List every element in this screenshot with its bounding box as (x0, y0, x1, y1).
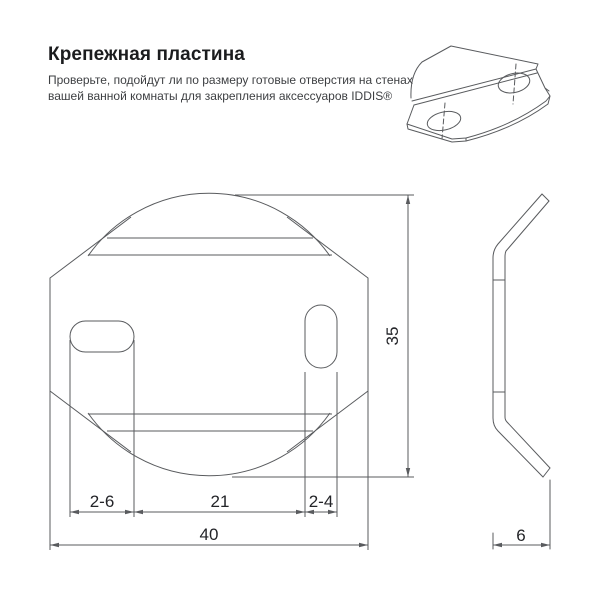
dim-label-total-width: 40 (199, 525, 219, 544)
dim-label-depth: 6 (516, 526, 526, 545)
side-view-drawing (493, 194, 550, 549)
left-slot-hole (70, 321, 134, 352)
bend-lines-top (88, 238, 332, 255)
plate-side-edges (50, 217, 368, 452)
iso-plate-face (407, 69, 550, 139)
iso-top-flap (411, 46, 538, 98)
page-subtitle-line2: вашей ванной комнаты для закрепления аксессуаров IDDIS® (48, 88, 393, 103)
isometric-view (407, 46, 550, 142)
page-title: Крепежная пластина (48, 44, 245, 65)
page-subtitle-line1: Проверьте, подойдут ли по размеру готовые отверстия на стенах (48, 73, 413, 87)
plate-bottom-arc (88, 413, 330, 476)
side-profile-inner (505, 201, 550, 468)
side-profile-edge-ticks (493, 280, 505, 392)
dim-label-total-height: 35 (383, 326, 402, 346)
dim-label-right-slot: 2-4 (308, 492, 334, 511)
bend-lines-bottom (88, 414, 332, 431)
iso-bend-lines (412, 69, 537, 105)
right-slot-hole (305, 305, 337, 368)
side-profile-end-caps (542, 194, 550, 477)
front-view-drawing (50, 193, 368, 476)
iso-plate-thickness (407, 88, 550, 142)
plate-top-arc (88, 193, 330, 256)
dim-label-between-holes: 21 (210, 492, 230, 511)
dim-label-left-slot: 2-6 (89, 492, 115, 511)
